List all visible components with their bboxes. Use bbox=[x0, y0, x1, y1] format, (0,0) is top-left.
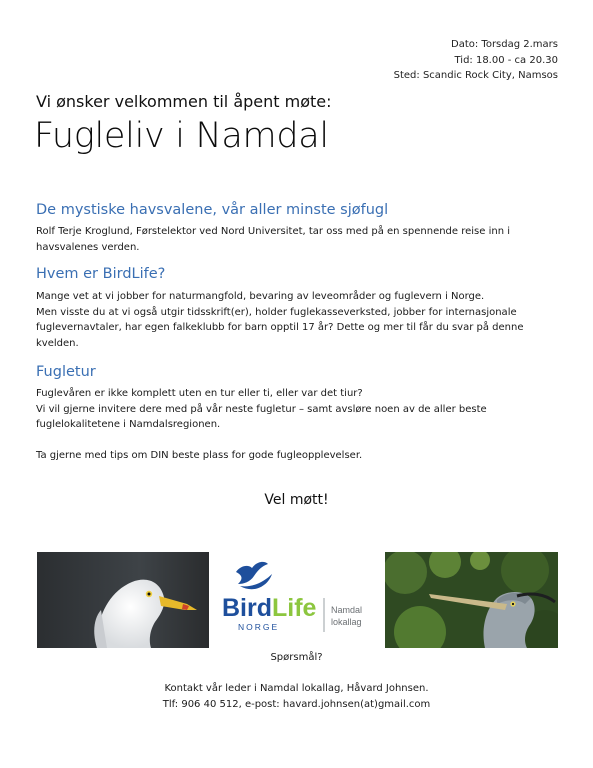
event-details bbox=[394, 37, 558, 84]
paragraph-line: Fuglevåren er ikke komplett uten en tur eller ti, eller var det tiur? bbox=[36, 388, 363, 399]
contact-info bbox=[0, 681, 593, 712]
birdlife-logo-mark bbox=[218, 558, 378, 638]
logo-branch-line1: Namdal bbox=[331, 605, 363, 615]
contact-line-phone-email: Tlf: 906 40 512, e-post: havard.johnsen(at)gmail.com bbox=[162, 698, 431, 710]
section-heading-birdlife: Hvem er BirdLife? bbox=[36, 266, 166, 282]
paragraph-line: Men visste du at vi også utgir tidsskrift(er), holder fuglekasseverksted, jobber for internasjonale bbox=[36, 306, 517, 318]
event-place: Sted: Scandic Rock City, Namsos bbox=[393, 70, 558, 81]
event-date: Dato: Torsdag 2.mars bbox=[451, 39, 558, 50]
swallow-icon bbox=[236, 562, 272, 589]
section-body-birdlife bbox=[36, 289, 548, 351]
logo-word-bird: Bird bbox=[222, 594, 272, 622]
tips-text: Ta gjerne med tips om DIN beste plass for gode fugleopplevelser. bbox=[36, 450, 363, 461]
gull-image bbox=[37, 552, 209, 648]
paragraph-line: Mange vet at vi jobber for naturmangfold, bevaring av leveområder og fuglevern i Norge. bbox=[36, 291, 485, 302]
intro-text: Vi ønsker velkommen til åpent møte: bbox=[36, 92, 332, 111]
paragraph-line: kvelden. bbox=[36, 337, 79, 349]
logo-country: NORGE bbox=[238, 622, 280, 632]
section-body-havsvaler bbox=[36, 224, 548, 255]
question-text: Spørsmål? bbox=[270, 652, 323, 663]
heron-image bbox=[385, 552, 558, 648]
logo-branch-line2: lokallag bbox=[331, 617, 362, 627]
paragraph-line: fuglevernavtaler, har egen falkeklubb for barn opptil 17 år? Dette og mer til får du svar på denne bbox=[36, 322, 524, 333]
paragraph-line: Rolf Terje Kroglund, Førstelektor ved Nord Universitet, tar oss med på en spennende reise inn i bbox=[36, 226, 511, 237]
birdlife-logo bbox=[218, 558, 378, 638]
paragraph-line: fuglelokalitetene i Namdalsregionen. bbox=[36, 419, 221, 430]
logo-word-life: Life bbox=[272, 594, 317, 622]
heron-photo bbox=[385, 552, 558, 648]
section-heading-havsvaler: De mystiske havsvalene, vår aller minste sjøfugl bbox=[36, 202, 389, 218]
gull-photo bbox=[37, 552, 209, 648]
paragraph-line: Vi vil gjerne invitere dere med på vår neste fugletur – samt avsløre noen av de aller beste bbox=[36, 403, 487, 415]
section-body-fugletur bbox=[36, 386, 548, 433]
section-heading-fugletur: Fugletur bbox=[36, 364, 96, 380]
closing-text: Vel møtt! bbox=[264, 492, 329, 508]
page-title: Fugleliv i Namdal bbox=[34, 116, 329, 156]
event-time: Tid: 18.00 - ca 20.30 bbox=[454, 54, 558, 66]
contact-line-leader: Kontakt vår leder i Namdal lokallag, Håvard Johnsen. bbox=[164, 683, 429, 694]
paragraph-line: havsvalenes verden. bbox=[36, 241, 140, 253]
